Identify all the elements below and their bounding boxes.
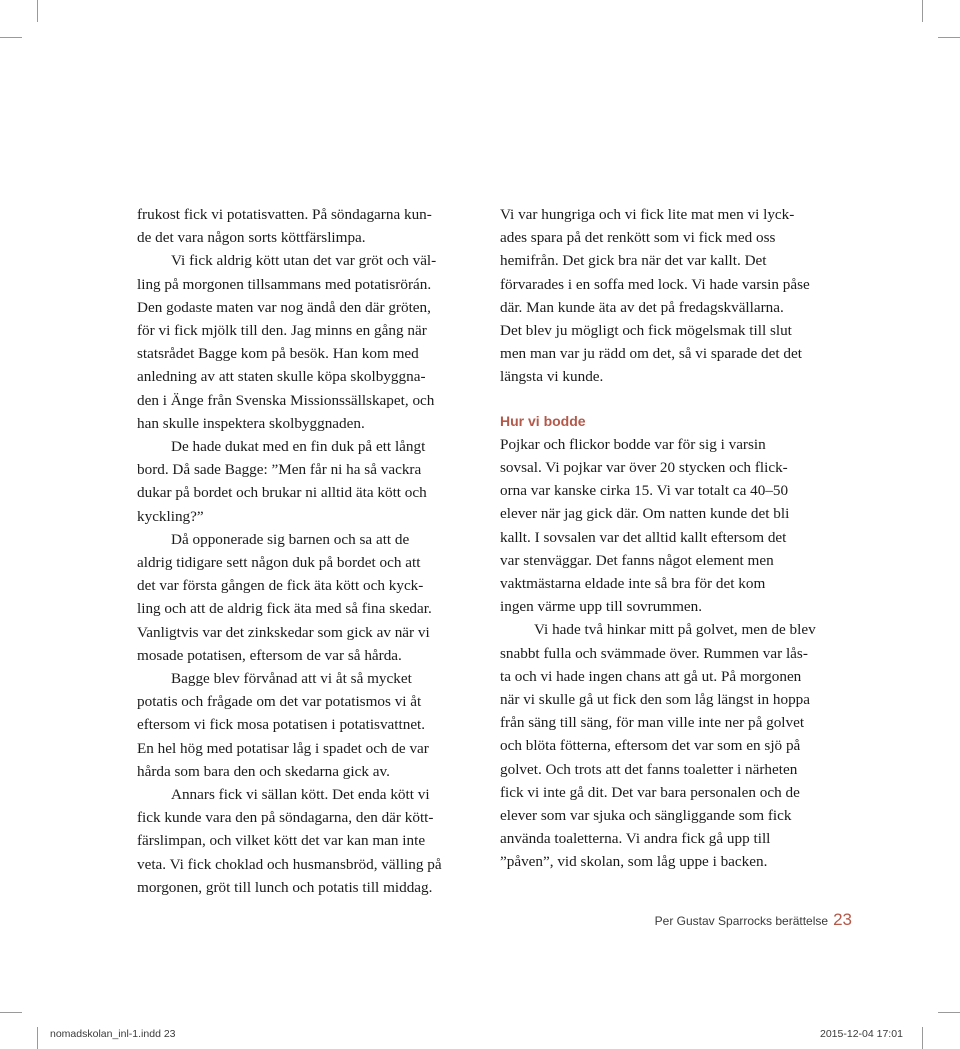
- text-line: elever när jag gick där. Om natten kunde det bli: [500, 505, 790, 523]
- text-line: En hel hög med potatisar låg i spadet och de var: [137, 739, 429, 757]
- text-line: Det blev ju mögligt och fick mögelsmak till slut: [500, 322, 792, 340]
- text-line: eftersom vi fick mosa potatisen i potatisvattnet.: [137, 716, 426, 734]
- page-footer: [600, 910, 852, 930]
- left-text-column: [137, 203, 477, 899]
- crop-mark-bottom-right-vertical: [922, 1027, 923, 1049]
- text-line: de det vara någon sorts köttfärslimpa.: [137, 229, 366, 247]
- text-line: bord. Då sade Bagge: ”Men får ni ha så vackra: [137, 461, 422, 479]
- text-line: sovsal. Vi pojkar var över 20 stycken och flick-: [500, 459, 788, 477]
- text-line: golvet. Och trots att det fanns toaletter i närheten: [500, 760, 798, 778]
- page-number: 23: [833, 910, 852, 929]
- text-line: var stenväggar. Det fanns något element men: [500, 551, 774, 569]
- right-text-column: [500, 203, 845, 874]
- text-line: veta. Vi fick choklad och husmansbröd, välling på: [137, 855, 442, 873]
- text-line: elever som var sjuka och sängliggande som fick: [500, 807, 792, 825]
- text-line: frukost fick vi potatisvatten. På söndagarna kun-: [137, 206, 432, 223]
- crop-mark-bottom-left-vertical: [37, 1027, 38, 1049]
- text-line: ingen värme upp till sovrummen.: [500, 598, 703, 616]
- text-line: och blöta fötterna, eftersom det var som en sjö på: [500, 737, 801, 755]
- text-line: kallt. I sovsalen var det alltid kallt eftersom det: [500, 528, 787, 546]
- text-line: ades spara på det renkött som vi fick med oss: [500, 229, 776, 247]
- text-line: Vanligtvis var det zinkskedar som gick av när vi: [137, 623, 430, 641]
- text-line: potatis och frågade om det var potatismos vi åt: [137, 693, 422, 711]
- text-line: snabbt fulla och svämmade över. Rummen var lås-: [500, 644, 808, 662]
- crop-mark-top-left-vertical: [37, 0, 38, 22]
- slug-timestamp: 2015-12-04 17:01: [820, 1028, 903, 1040]
- text-line: fick vi inte gå dit. Det var bara personalen och de: [500, 783, 800, 801]
- right-column-top-text: [500, 203, 845, 389]
- text-line: det var första gången de fick äta kött och kyck-: [137, 577, 424, 595]
- crop-mark-top-right-horizontal: [938, 37, 960, 38]
- text-line: vaktmästarna eldade inte så bra för det kom: [500, 575, 766, 593]
- crop-mark-top-right-vertical: [922, 0, 923, 22]
- text-line: han skulle inspektera skolbyggnaden.: [137, 414, 365, 432]
- text-line: förvarades i en soffa med lock. Vi hade varsin påse: [500, 275, 810, 293]
- text-line: De hade dukat med en fin duk på ett långt: [171, 438, 426, 456]
- text-line: Pojkar och flickor bodde var för sig i varsin: [500, 435, 766, 453]
- text-line: hårda som bara den och skedarna gick av.: [137, 762, 390, 780]
- text-line: den i Änge från Svenska Missionssällskapet, och: [137, 391, 435, 409]
- text-line: ling på morgonen tillsammans med potatisrörán.: [137, 275, 432, 293]
- section-heading: Hur vi bodde: [500, 412, 586, 429]
- text-line: från säng till säng, för man ville inte ner på golvet: [500, 714, 805, 732]
- crop-mark-bottom-left-horizontal: [0, 1012, 22, 1013]
- text-line: ta och vi hade ingen chans att gå ut. På morgonen: [500, 667, 802, 685]
- right-column-section-text: [500, 433, 845, 874]
- slug-filename: nomadskolan_inl-1.indd 23: [50, 1028, 176, 1040]
- text-line: fick kunde vara den på söndagarna, den där kött-: [137, 809, 434, 827]
- text-line: Bagge blev förvånad att vi åt så mycket: [171, 670, 412, 688]
- text-line: kyckling?”: [137, 507, 204, 525]
- text-line: för vi fick mjölk till den. Jag minns en gång när: [137, 322, 427, 340]
- text-line: där. Man kunde äta av det på fredagskvällarna.: [500, 298, 784, 316]
- text-line: Den godaste maten var nog ändå den där gröten,: [137, 298, 431, 316]
- crop-mark-top-left-horizontal: [0, 37, 22, 38]
- text-line: orna var kanske cirka 15. Vi var totalt ca 40–50: [500, 482, 789, 500]
- text-line: hemifrån. Det gick bra när det var kallt. Det: [500, 252, 767, 270]
- text-line: Vi fick aldrig kött utan det var gröt och väl-: [171, 252, 437, 270]
- text-line: längsta vi kunde.: [500, 368, 604, 386]
- running-title: Per Gustav Sparrocks berättelse: [654, 914, 829, 928]
- text-line: morgonen, gröt till lunch och potatis till middag.: [137, 878, 433, 896]
- text-line: dukar på bordet och brukar ni alltid äta kött och: [137, 484, 427, 502]
- text-line: Då opponerade sig barnen och sa att de: [171, 530, 410, 548]
- text-line: statsrådet Bagge kom på besök. Han kom med: [137, 345, 419, 363]
- text-line: men man var ju rädd om det, så vi sparade det det: [500, 345, 802, 363]
- text-line: när vi skulle gå ut fick den som låg längst in hoppa: [500, 691, 811, 709]
- text-line: använda toaletterna. Vi andra fick gå upp till: [500, 830, 771, 848]
- text-line: Annars fick vi sällan kött. Det enda kött vi: [171, 786, 430, 804]
- text-line: Vi var hungriga och vi fick lite mat men vi lyck-: [500, 206, 795, 223]
- text-line: Vi hade två hinkar mitt på golvet, men de blev: [534, 621, 816, 639]
- text-line: aldrig tidigare sett någon duk på bordet och att: [137, 554, 421, 572]
- text-line: anledning av att staten skulle köpa skolbyggna-: [137, 368, 426, 386]
- text-line: ”påven”, vid skolan, som låg uppe i backen.: [500, 853, 768, 871]
- crop-mark-bottom-right-horizontal: [938, 1012, 960, 1013]
- text-line: ling och att de aldrig fick äta med så fina skedar.: [137, 600, 432, 618]
- text-line: mosade potatisen, eftersom de var så hårda.: [137, 646, 402, 664]
- text-line: färslimpan, och vilket kött det var kan man inte: [137, 832, 426, 850]
